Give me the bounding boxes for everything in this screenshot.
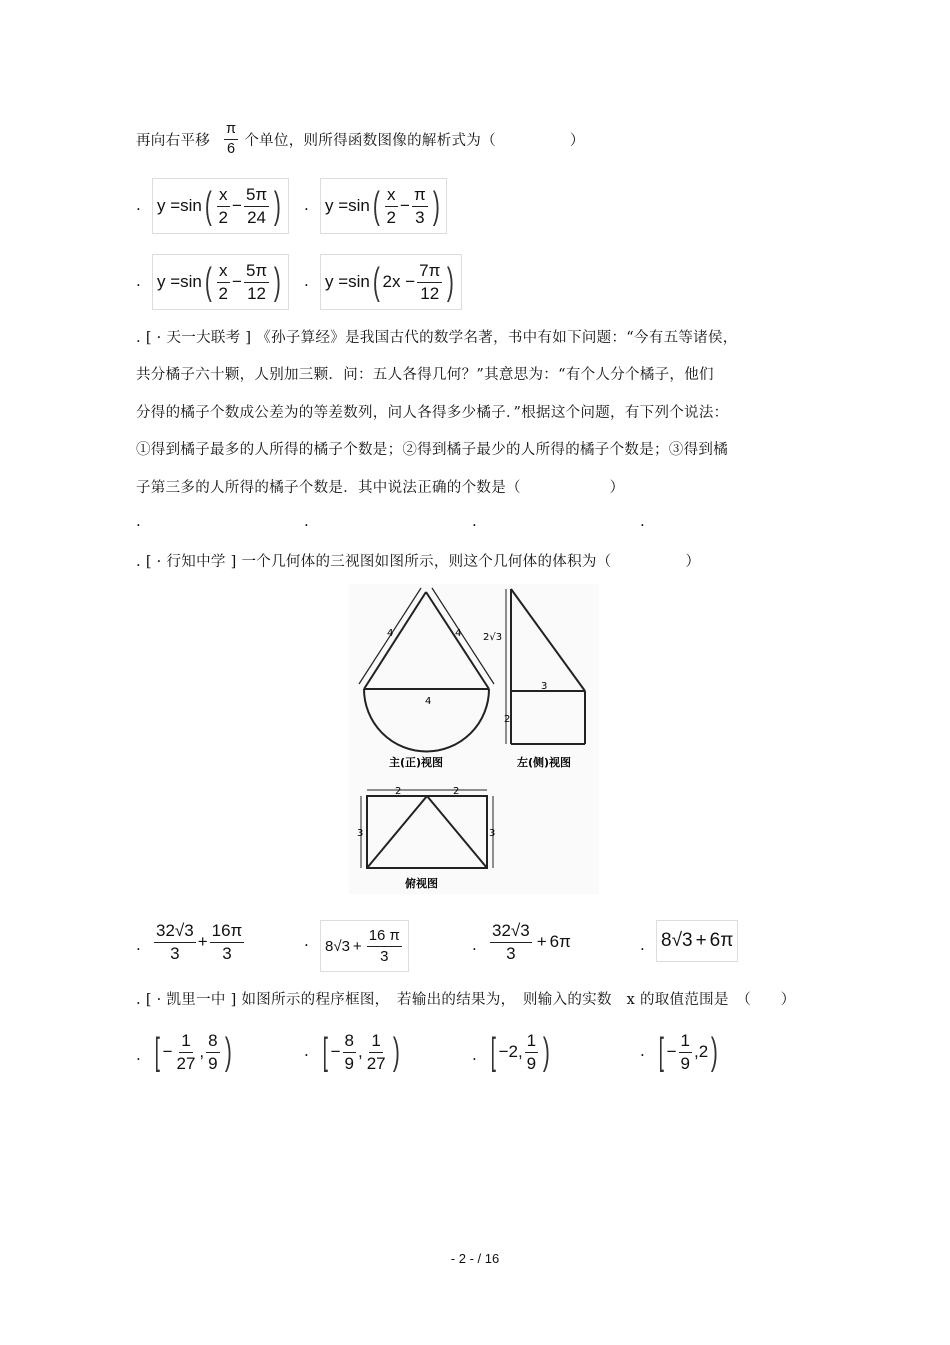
page-number: - 2 - / 16: [450, 1251, 500, 1266]
q2-line-5: 子第三多的人所得的橘子个数是．其中说法正确的个数是（ ）: [136, 480, 625, 496]
q4-option-d-post: 2: [698, 1042, 709, 1061]
option-d-marker: .: [304, 272, 309, 290]
num: 1: [369, 1032, 382, 1053]
q4-option-d: [656, 1026, 721, 1078]
num: 5π: [244, 262, 269, 283]
den: 9: [344, 1053, 354, 1073]
top-len-2b: 2: [453, 786, 460, 797]
den: 9: [208, 1053, 218, 1073]
front-view-label: 主(正)视图: [389, 756, 444, 769]
front-len-base: 4: [425, 696, 432, 707]
num: 1: [679, 1032, 692, 1053]
top-len-2a: 2: [395, 786, 402, 797]
den: 2: [386, 207, 397, 227]
num: 1: [525, 1032, 538, 1053]
q3-option-b-frac: [367, 928, 402, 965]
num: 8: [343, 1032, 356, 1053]
neg: −: [162, 1042, 173, 1061]
den: 3: [415, 207, 425, 227]
neg: −: [330, 1042, 341, 1061]
sep: ,: [693, 1042, 699, 1061]
q4-option-a-frac2: [206, 1032, 219, 1073]
option-c-marker: .: [136, 272, 141, 290]
shift-fraction-num: π: [224, 122, 238, 140]
minus: −: [232, 196, 242, 215]
q2-line-4: ①得到橘子最多的人所得的橘子个数是；②得到橘子最少的人所得的橘子个数是；③得到橘: [136, 442, 728, 458]
q3-option-b-marker: ·: [304, 936, 309, 954]
option-d: [320, 254, 462, 310]
num: 16π: [210, 922, 245, 943]
q4-option-c: [488, 1026, 553, 1078]
option-d-frac2: [417, 262, 442, 303]
q4-option-a: [152, 1026, 234, 1078]
front-view: [359, 588, 494, 752]
q4-option-b-frac2: [365, 1032, 388, 1073]
num: 8: [206, 1032, 219, 1053]
neg: −: [666, 1042, 677, 1061]
sep: ,: [199, 1042, 205, 1061]
den: 9: [526, 1053, 537, 1073]
three-view-drawing: [349, 584, 599, 894]
side-len-3: 3: [541, 681, 548, 692]
plus: +: [536, 932, 547, 951]
plus: +: [352, 937, 362, 955]
q4-option-b: [320, 1026, 402, 1078]
q2-option-a-marker: .: [136, 512, 141, 530]
q4-option-a-frac1: [175, 1032, 198, 1073]
option-b-marker: .: [304, 196, 309, 214]
num: x: [217, 262, 230, 283]
q3-option-a-frac1: [154, 922, 196, 963]
q4-option-c-frac: [525, 1032, 538, 1073]
num: 32√3: [490, 922, 532, 943]
q2-option-b-marker: .: [304, 512, 309, 530]
left-paren: (: [372, 185, 380, 227]
side-len-2sqrt3: 2√3: [483, 632, 503, 643]
left-bracket: [: [658, 1031, 664, 1073]
right-paren: ): [432, 185, 440, 227]
shift-fraction-den: 6: [226, 141, 236, 158]
intro-text-before: 再向右平移: [136, 133, 210, 150]
option-a-frac2: [244, 186, 269, 227]
option-a-frac1: [217, 186, 230, 227]
left-paren: (: [204, 261, 212, 303]
den: 9: [680, 1053, 690, 1073]
q3-option-d-pre: 8√3: [661, 930, 693, 951]
q2-option-d-marker: .: [640, 512, 645, 530]
minus: −: [232, 272, 242, 291]
den: 27: [176, 1053, 196, 1073]
num: 1: [179, 1032, 192, 1053]
plus: +: [695, 930, 707, 951]
top-view-label: 俯视图: [405, 877, 438, 890]
top-len-3b: 3: [489, 828, 496, 839]
num: 32√3: [154, 922, 196, 943]
option-a-marker: .: [136, 196, 141, 214]
option-b-frac1: [385, 186, 398, 227]
intro-line: [136, 122, 585, 157]
right-paren: ): [224, 1031, 232, 1073]
q2-line-1: . [ · 天一大联考 ] 《孙子算经》是我国古代的数学名著，书中有如下问题：“今有五等诸侯，: [136, 330, 738, 346]
q3-line: . [ · 行知中学 ] 一个几何体的三视图如图所示，则这个几何体的体积为（ ）: [136, 554, 701, 570]
q4-option-b-frac1: [343, 1032, 356, 1073]
sep: ,: [357, 1042, 363, 1061]
q3-option-b: [320, 920, 409, 972]
q3-option-d-marker: .: [640, 936, 645, 954]
den: 3: [506, 943, 516, 963]
option-b-frac2: [412, 186, 428, 227]
q4-option-a-marker: .: [136, 1046, 141, 1064]
left-bracket: [: [154, 1031, 160, 1073]
den: 3: [222, 943, 232, 963]
option-a-lhs: y =sin: [157, 196, 202, 215]
q3-option-a-marker: .: [136, 936, 141, 954]
right-paren: ): [273, 185, 281, 227]
num: 5π: [244, 186, 269, 207]
q2-line-2: 共分橘子六十颗，人别加三颗．问：五人各得几何？”其意思为：“有个人分个橘子，他们: [136, 367, 714, 383]
side-view: [506, 589, 585, 744]
left-bracket: [: [490, 1031, 496, 1073]
num: π: [412, 186, 428, 207]
num: x: [217, 186, 230, 207]
q3-option-c: [488, 916, 571, 968]
den: 2: [218, 207, 229, 227]
top-view: [361, 790, 496, 868]
side-len-2: 2: [504, 714, 511, 725]
option-d-pre: 2x −: [382, 272, 416, 291]
option-a: [152, 178, 289, 234]
right-paren: ): [273, 261, 281, 303]
q4-option-c-pre: −2,: [498, 1042, 523, 1061]
q3-option-c-post: 6π: [549, 932, 571, 951]
q2-option-c-marker: .: [472, 512, 477, 530]
right-paren: ): [447, 261, 455, 303]
front-len-left: 4: [387, 628, 394, 639]
den: 12: [247, 283, 266, 303]
minus: −: [400, 196, 410, 215]
q4-line: . [ · 凯里一中 ] 如图所示的程序框图， 若输出的结果为， 则输入的实数 x 的取值范围是 （ ）: [136, 992, 796, 1008]
q4-option-c-marker: .: [472, 1046, 477, 1064]
den: 3: [380, 947, 389, 965]
den: 3: [170, 943, 180, 963]
option-b: [320, 178, 447, 234]
three-view-figure: [349, 584, 599, 894]
q3-option-c-frac: [490, 922, 532, 963]
num: 16 π: [367, 928, 402, 947]
q3-option-c-marker: .: [472, 936, 477, 954]
option-c: [152, 254, 289, 310]
q4-option-d-marker: ·: [640, 1046, 645, 1064]
q3-option-a: [152, 916, 246, 968]
option-c-lhs: y =sin: [157, 272, 202, 291]
left-paren: (: [372, 261, 380, 303]
right-paren: ): [542, 1031, 550, 1073]
shift-fraction: [224, 122, 238, 157]
q4-option-d-frac: [679, 1032, 692, 1073]
q3-option-a-frac2: [210, 922, 245, 963]
plus: +: [197, 932, 208, 951]
den: 12: [420, 283, 440, 303]
q4-option-b-marker: ·: [304, 1046, 309, 1064]
option-b-lhs: y =sin: [325, 196, 370, 215]
option-d-lhs: y =sin: [325, 272, 370, 291]
q3-option-d-post: 6π: [709, 930, 734, 951]
den: 24: [247, 207, 266, 227]
den: 2: [218, 283, 229, 303]
top-len-3a: 3: [357, 828, 364, 839]
q3-option-d: [656, 920, 738, 962]
left-paren: (: [204, 185, 212, 227]
side-view-label: 左(侧)视图: [517, 756, 572, 769]
right-paren: ): [392, 1031, 400, 1073]
q3-option-b-pre: 8√3: [325, 937, 350, 955]
den: 27: [366, 1053, 386, 1073]
left-bracket: [: [322, 1031, 328, 1073]
front-len-right: 4: [455, 628, 462, 639]
num: 7π: [417, 262, 442, 283]
right-paren: ): [711, 1031, 718, 1073]
intro-text-after: 个单位，则所得函数图像的解析式为（ ）: [244, 133, 585, 150]
option-c-frac1: [217, 262, 230, 303]
option-c-frac2: [244, 262, 269, 303]
q2-line-3: 分得的橘子个数成公差为的等差数列，问人各得多少橘子．”根据这个问题，有下列个说法：: [136, 405, 729, 421]
num: x: [385, 186, 398, 207]
